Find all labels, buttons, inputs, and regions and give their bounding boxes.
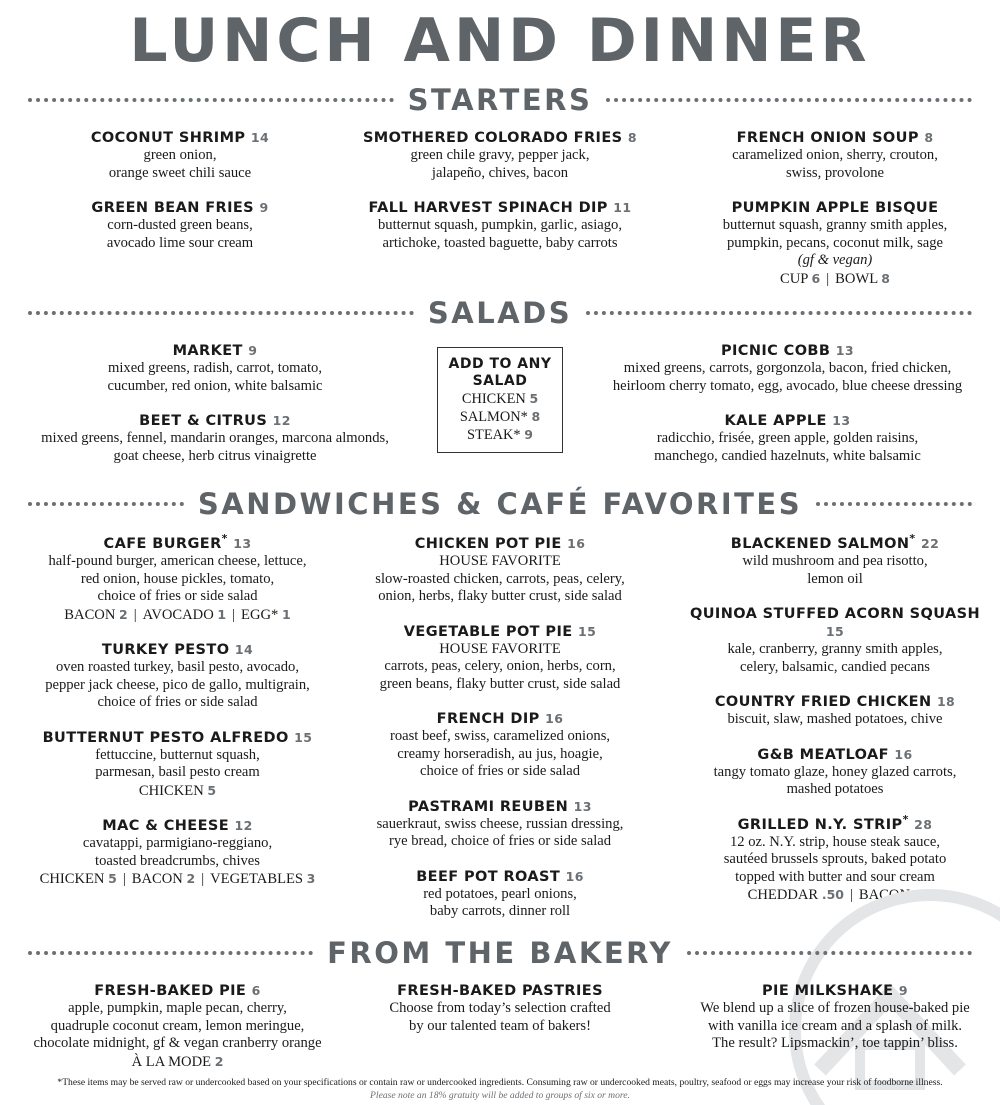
item-description: 12 oz. N.Y. strip, house steak sauce, — [729, 833, 941, 850]
bakery-col-2 — [350, 982, 650, 1052]
menu-item — [350, 868, 650, 921]
item-price: 16 — [894, 746, 913, 762]
menu-item — [345, 129, 655, 182]
dotted-divider — [28, 951, 313, 955]
salad-addon-box — [437, 347, 563, 453]
starters-col-1 — [20, 129, 340, 269]
item-description: half-pound burger, american cheese, lettuce, — [48, 553, 307, 569]
menu-item — [680, 532, 990, 588]
item-name: PIE MILKSHAKE — [762, 983, 894, 999]
menu-item-title — [680, 982, 990, 1000]
item-price: 13 — [835, 343, 854, 358]
item-name: SMOTHERED COLORADO FRIES — [362, 130, 623, 146]
separator: | — [826, 270, 830, 287]
item-asterisk: * — [221, 532, 228, 546]
item-diet-note: (gf & vegan) — [797, 252, 873, 268]
item-price: 12 — [234, 818, 253, 833]
item-price: 15 — [294, 729, 313, 745]
item-name: VEGETABLE POT PIE — [403, 623, 573, 640]
menu-item — [15, 641, 340, 712]
menu-item — [350, 710, 650, 781]
item-name: FALL HARVEST SPINACH DIP — [368, 200, 608, 216]
item-description: mixed greens, radish, carrot, tomato, — [108, 360, 322, 376]
item-description: sauerkraut, swiss cheese, russian dressing, — [376, 815, 624, 832]
item-description: choice of fries or side salad — [97, 588, 258, 604]
item-description: topped with butter and sour cream — [735, 868, 935, 885]
item-price: 8 — [924, 130, 934, 145]
separator: | — [849, 887, 853, 903]
item-description: kale, cranberry, granny smith apples, — [727, 641, 943, 657]
section-title-sandwiches: SANDWICHES & CAFÉ FAVORITES — [197, 487, 803, 521]
item-description: mixed greens, fennel, mandarin oranges, marcona almonds, — [41, 430, 389, 446]
menu-item-title — [345, 129, 655, 147]
item-description: onion, herbs, flaky butter crust, side salad — [378, 588, 622, 604]
item-description: toasted breadcrumbs, chives — [95, 852, 260, 869]
item-description: quadruple coconut cream, lemon meringue, — [50, 1017, 305, 1034]
dotted-divider — [28, 502, 184, 506]
item-price: 8 — [627, 130, 638, 145]
item-description: pumpkin, pecans, coconut milk, sage — [726, 234, 944, 251]
item-description: red onion, house pickles, tomato, — [80, 570, 275, 587]
dotted-divider — [687, 951, 972, 955]
item-description: creamy horseradish, au jus, hoagie, — [397, 745, 603, 762]
item-name: GRILLED N.Y. STRIP — [737, 816, 903, 833]
starters-col-2 — [345, 129, 655, 269]
menu-item-title — [20, 129, 340, 147]
item-name: COUNTRY FRIED CHICKEN — [714, 694, 932, 710]
item-description: artichoke, toasted baguette, baby carrots — [382, 234, 618, 251]
item-description: We blend up a slice of frozen house-baked pie — [700, 1000, 970, 1016]
menu-item-title — [680, 746, 990, 764]
addon-label: VEGETABLES — [210, 871, 304, 887]
menu-item-title — [680, 693, 990, 711]
item-price: 16 — [565, 868, 584, 884]
item-price: 6 — [251, 983, 261, 998]
item-description: biscuit, slaw, mashed potatoes, chive — [727, 711, 943, 727]
addon-asterisk: * — [271, 606, 279, 623]
item-description: carrots, peas, celery, onion, herbs, corn, — [384, 658, 616, 674]
menu-item — [15, 729, 340, 801]
item-description: sautéed brussels sprouts, baked potato — [723, 851, 947, 867]
item-price: 14 — [234, 642, 254, 657]
menu-item-title — [15, 532, 340, 553]
menu-item — [15, 532, 340, 624]
addon-price: 5 — [108, 871, 117, 886]
item-name: CHICKEN POT PIE — [414, 536, 562, 552]
item-description: The result? Lipsmackin’, toe tappin’ bliss. — [712, 1035, 958, 1051]
addon-line: SALMON* 8 — [459, 409, 541, 425]
menu-item — [350, 535, 650, 606]
sandwiches-col-1 — [15, 532, 340, 906]
item-description: red potatoes, pearl onions, — [423, 885, 577, 902]
addon-label: BACON — [64, 606, 116, 623]
item-name: TURKEY PESTO — [101, 642, 230, 658]
item-description: orange sweet chili sauce — [108, 164, 252, 181]
dotted-divider — [28, 311, 414, 315]
menu-item-title — [10, 342, 420, 360]
item-price: 9 — [259, 200, 269, 215]
dotted-divider — [28, 98, 394, 102]
menu-item-title — [350, 535, 650, 553]
section-header-salads — [28, 296, 972, 330]
item-description: chocolate midnight, gf & vegan cranberry orange — [33, 1035, 322, 1051]
item-description: radicchio, frisée, green apple, golden raisins, — [656, 430, 919, 446]
menu-item — [680, 982, 990, 1053]
item-addons — [15, 870, 340, 889]
size-price: 8 — [881, 270, 890, 286]
item-description: fettuccine, butternut squash, — [95, 746, 260, 763]
house-favorite-tag: HOUSE FAVORITE — [439, 553, 561, 569]
menu-item-title — [680, 605, 990, 641]
page-title: LUNCH AND DINNER — [129, 6, 871, 76]
item-description: mashed potatoes — [786, 781, 884, 797]
gratuity-note: Please note an 18% gratuity will be added to groups of six or more. — [370, 1090, 630, 1101]
dotted-divider — [606, 98, 972, 102]
item-name: BEEF POT ROAST — [416, 868, 561, 885]
menu-item — [350, 623, 650, 694]
item-price: 12 — [272, 413, 291, 428]
item-description: Choose from today’s selection crafted — [389, 1000, 611, 1016]
item-name: COCONUT SHRIMP — [90, 130, 246, 146]
item-description: choice of fries or side salad — [97, 694, 258, 710]
item-description: mixed greens, carrots, gorgonzola, bacon, fried chicken, — [623, 360, 952, 376]
item-description: celery, balsamic, candied pecans — [740, 658, 930, 675]
item-name: MARKET — [172, 343, 243, 359]
addon-price: .50 — [821, 887, 844, 902]
menu-item — [10, 342, 420, 395]
addon-price: 3 — [306, 871, 316, 886]
item-name: FRENCH ONION SOUP — [736, 130, 919, 146]
addon-price: 2 — [186, 871, 196, 886]
house-favorite-tag: HOUSE FAVORITE — [439, 640, 561, 657]
menu-item-title — [585, 342, 990, 360]
separator: | — [232, 606, 236, 623]
menu-item-title — [680, 199, 990, 217]
menu-item-title — [350, 710, 650, 728]
addon-label: BACON — [131, 871, 183, 887]
addon-line: CHICKEN 5 — [461, 391, 539, 407]
menu-item-title — [15, 817, 340, 835]
addon-line: STEAK* 9 — [467, 427, 533, 443]
item-price: 15 — [825, 624, 845, 639]
item-price: 11 — [613, 200, 632, 215]
dotted-divider — [816, 502, 972, 506]
addon-label: EGG — [241, 606, 272, 623]
item-description: lemon oil — [807, 570, 863, 587]
section-header-bakery — [28, 936, 972, 970]
item-asterisk: * — [909, 532, 916, 546]
salads-col-1 — [10, 342, 420, 482]
item-description: slow-roasted chicken, carrots, peas, celery, — [375, 570, 625, 587]
item-description: parmesan, basil pesto cream — [95, 764, 260, 780]
addon-price: 1 — [282, 606, 291, 622]
size-label: BOWL — [835, 270, 878, 287]
menu-item-title — [15, 641, 340, 659]
item-name: BLACKENED SALMON — [730, 536, 910, 552]
size-label: CUP — [780, 270, 808, 287]
item-description: apple, pumpkin, maple pecan, cherry, — [68, 1000, 287, 1016]
item-name: G&B MEATLOAF — [757, 746, 889, 763]
item-name: QUINOA STUFFED ACORN SQUASH — [690, 606, 980, 622]
section-title-bakery: FROM THE BAKERY — [327, 936, 673, 970]
section-header-starters — [28, 83, 972, 117]
item-addons — [15, 606, 340, 625]
item-description: wild mushroom and pea risotto, — [742, 553, 928, 569]
item-name: CAFE BURGER — [103, 536, 222, 552]
item-name: FRESH-BAKED PASTRIES — [397, 983, 603, 999]
addon-label: AVOCADO — [142, 606, 214, 623]
addon-price: 1 — [913, 887, 923, 902]
menu-item-title — [10, 412, 420, 430]
item-description: green beans, flaky butter crust, side salad — [379, 675, 621, 692]
item-price: 16 — [567, 536, 586, 551]
item-description: cucumber, red onion, white balsamic — [107, 377, 323, 394]
item-description: corn-dusted green beans, — [107, 217, 253, 233]
item-price: 13 — [573, 798, 592, 814]
item-price: 18 — [936, 694, 956, 709]
item-name: FRENCH DIP — [436, 711, 540, 727]
size-price: 6 — [811, 270, 821, 286]
menu-item — [680, 746, 990, 799]
addon-price: 5 — [207, 782, 217, 798]
dotted-divider — [586, 311, 972, 315]
separator: | — [201, 871, 205, 887]
item-name: PUMPKIN APPLE BISQUE — [731, 200, 939, 216]
addon-label: À LA MODE — [131, 1053, 212, 1070]
menu-item-title — [20, 199, 340, 217]
starters-col-3 — [680, 129, 990, 305]
item-description: cavatappi, parmigiano-reggiano, — [82, 835, 273, 851]
menu-item — [15, 982, 340, 1071]
menu-item — [20, 129, 340, 182]
item-description: goat cheese, herb citrus vinaigrette — [113, 447, 317, 464]
item-description: butternut squash, pumpkin, garlic, asiago, — [378, 217, 622, 233]
item-price: 16 — [545, 711, 564, 726]
menu-item — [15, 817, 340, 889]
size-options — [680, 270, 990, 289]
item-description: jalapeño, chives, bacon — [431, 164, 569, 181]
menu-item-title — [680, 532, 990, 553]
item-price: 22 — [921, 536, 940, 551]
menu-item-title — [350, 868, 650, 886]
menu-item — [350, 798, 650, 851]
item-description: green onion, — [143, 147, 217, 163]
item-name: BUTTERNUT PESTO ALFREDO — [42, 729, 289, 746]
item-name: BEET & CITRUS — [139, 413, 268, 429]
addon-price: 1 — [217, 606, 227, 622]
item-name: PASTRAMI REUBEN — [408, 798, 569, 815]
item-description: by our talented team of bakers! — [409, 1017, 591, 1034]
addon-label: BACON — [858, 887, 910, 903]
item-name: FRESH-BAKED PIE — [94, 983, 247, 999]
menu-item-title — [350, 798, 650, 816]
menu-item — [680, 199, 990, 288]
bakery-col-3 — [680, 982, 990, 1070]
menu-item — [680, 605, 990, 676]
menu-item — [20, 199, 340, 252]
item-description: green chile gravy, pepper jack, — [410, 147, 590, 163]
item-description: with vanilla ice cream and a splash of milk. — [707, 1017, 963, 1034]
item-description: butternut squash, granny smith apples, — [722, 217, 948, 233]
menu-item — [585, 342, 990, 395]
item-price: 9 — [898, 983, 908, 998]
menu-item — [680, 693, 990, 729]
menu-item — [680, 129, 990, 182]
menu-item — [585, 412, 990, 465]
item-price: 13 — [832, 413, 851, 428]
section-title-salads: SALADS — [427, 296, 573, 330]
addon-heading: SALAD — [472, 373, 528, 389]
addon-heading: ADD TO ANY — [448, 356, 552, 372]
menu-item — [345, 199, 655, 252]
item-price: 14 — [250, 130, 270, 145]
item-description: pepper jack cheese, pico de gallo, multigrain, — [45, 676, 310, 693]
item-description: baby carrots, dinner roll — [429, 903, 571, 919]
item-description: heirloom cherry tomato, egg, avocado, blue cheese dressing — [612, 377, 963, 394]
item-price: 28 — [914, 816, 933, 832]
addon-price: 2 — [119, 606, 128, 622]
item-price: 9 — [248, 343, 258, 358]
separator: | — [133, 606, 137, 623]
item-price: 13 — [233, 536, 252, 551]
menu-item-title — [15, 982, 340, 1000]
item-description: roast beef, swiss, caramelized onions, — [389, 728, 611, 744]
item-name: PICNIC COBB — [720, 343, 831, 359]
addon-price: 2 — [214, 1053, 224, 1069]
item-price: 15 — [578, 623, 597, 639]
item-description: choice of fries or side salad — [419, 763, 581, 779]
menu-item-title — [680, 812, 990, 834]
item-description: avocado lime sour cream — [106, 234, 254, 251]
item-name: MAC & CHEESE — [102, 818, 230, 834]
menu-item-title — [15, 729, 340, 747]
sandwiches-col-2 — [350, 535, 650, 938]
item-description: tangy tomato glaze, honey glazed carrots, — [713, 763, 957, 780]
bakery-col-1 — [15, 982, 340, 1088]
menu-item-title — [585, 412, 990, 430]
menu-item-title — [350, 982, 650, 1000]
salads-col-3 — [585, 342, 990, 482]
menu-item — [350, 982, 650, 1035]
menu-item-title — [680, 129, 990, 147]
addon-label: CHICKEN — [39, 871, 105, 887]
allergen-footnote: *These items may be served raw or undercooked based on your specifications or contain raw or undercooked ingredients. Consuming raw or undercooked meats, poultry, seafood or eggs may increase your risk of foodborne illness. — [57, 1077, 943, 1088]
section-title-starters: STARTERS — [407, 83, 593, 117]
separator: | — [122, 871, 126, 887]
menu-item-title — [350, 623, 650, 641]
addon-label: CHICKEN — [138, 782, 204, 799]
item-addons — [15, 1053, 340, 1072]
section-header-sandwiches — [28, 487, 972, 521]
item-description: swiss, provolone — [785, 164, 885, 181]
item-addons — [15, 782, 340, 801]
item-name: GREEN BEAN FRIES — [91, 200, 255, 216]
item-name: KALE APPLE — [724, 413, 827, 429]
item-description: rye bread, choice of fries or side salad — [388, 833, 612, 849]
item-description: oven roasted turkey, basil pesto, avocado, — [55, 659, 300, 675]
sandwiches-col-3 — [680, 532, 990, 922]
menu-item-title — [345, 199, 655, 217]
item-description: caramelized onion, sherry, crouton, — [732, 147, 938, 163]
menu-item — [10, 412, 420, 465]
item-asterisk: * — [902, 812, 909, 826]
item-description: manchego, candied hazelnuts, white balsamic — [654, 447, 921, 464]
addon-label: CHEDDAR — [747, 887, 819, 903]
